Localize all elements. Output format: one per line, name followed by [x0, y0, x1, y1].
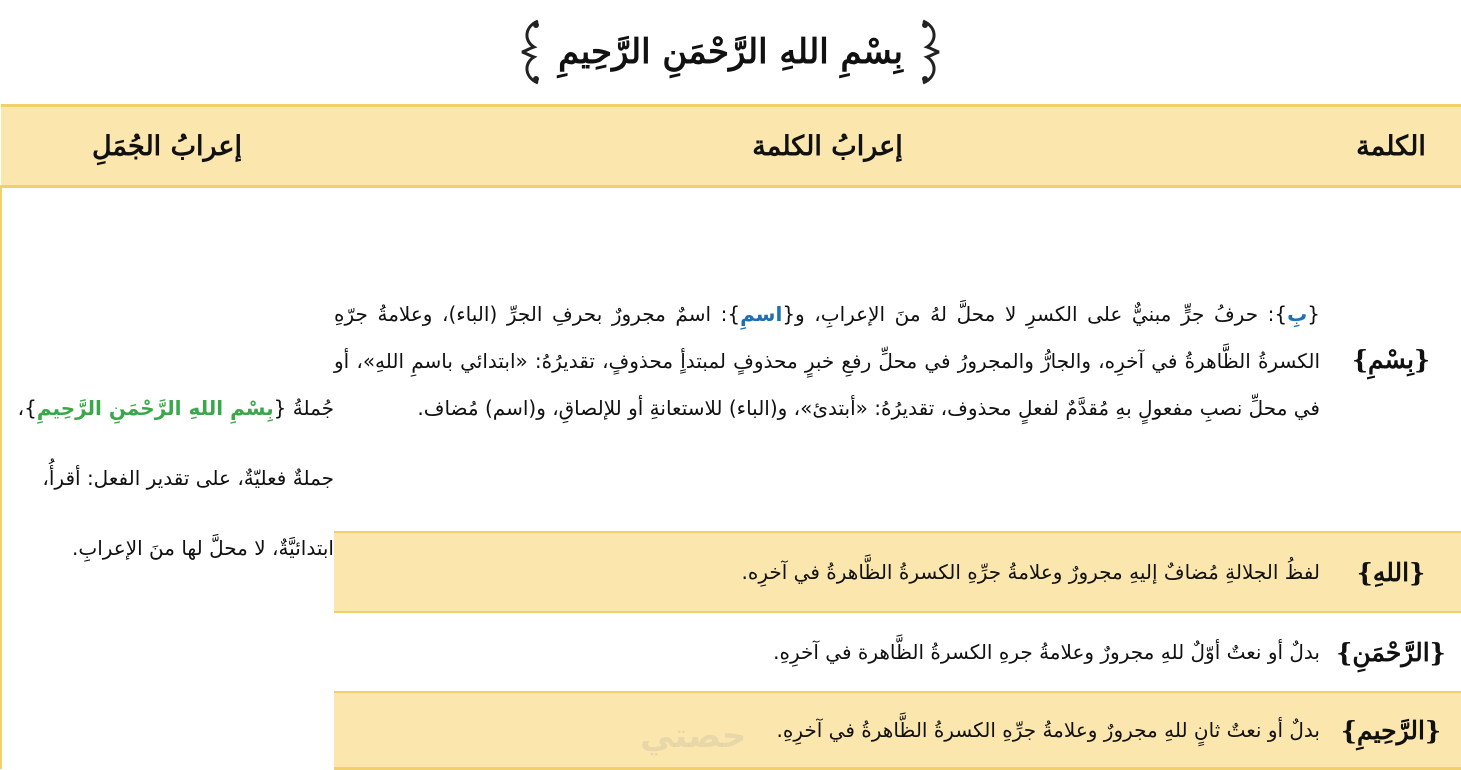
header-irab-word: إعرابُ الكلمة: [334, 106, 1320, 187]
ornamental-bracket-left-icon: [518, 17, 544, 87]
word-cell: {الرَّحِيمِ}: [1320, 692, 1461, 769]
desc-text: {: [1307, 302, 1320, 326]
page-title-bar: [0, 0, 1461, 104]
desc-text: }: حرفُ جرٍّ مبنيٌّ على الكسرِ لا محلَّ لهُ منَ الإعرابِ، و{: [782, 302, 1288, 326]
word-cell: {الرَّحْمَنِ}: [1336, 637, 1446, 667]
jumal-text: }، جملةٌ فعليّةٌ، على تقدير الفعل: أقرأُ، ابتدائيَّةٌ، لا محلَّ لها منَ الإعرابِ.: [17, 396, 334, 561]
desc-cell: لفظُ الجلالةِ مُضافٌ إليهِ مجرورٌ وعلامةُ جرِّهِ الكسرةُ الظَّاهرةُ في آخرِه.: [334, 532, 1320, 612]
ornamental-bracket-right-icon: [917, 17, 943, 87]
desc-cell: بدلٌ أو نعتٌ ثانٍ للهِ مجرورٌ وعلامةُ جرِّهِ الكسرةُ الظَّاهرةُ في آخرِهِ.: [334, 692, 1320, 769]
desc-cell: بدلٌ أو نعتٌ أوّلٌ للهِ مجرورٌ وعلامةُ جرهِ الكسرةُ الظَّاهرة في آخرِهِ.: [773, 639, 1320, 664]
word-cell: {اللهِ}: [1320, 532, 1461, 612]
jumal-text: جُملةُ {: [273, 396, 334, 421]
desc-text: }: اسمٌ مجرورٌ بحرفِ الجرِّ (الباء)، وعلامةُ جرّهِ الكسرةُ الظَّاهرةُ في آخرِه، والجارُّ والمجرورُ في محلِّ رفعِ خبرٍ محذوفٍ لمبتدأٍ محذوفٍ، تقديرُهُ: «ابتدائي باسمِ اللهِ»، أو في محلِّ نصبِ مفعولٍ بهِ مُقدَّمٌ لفعلٍ محذوف، تقديرُهُ: «أبتدئ»، و(الباء) للاستعانةِ أو للإلصاقِ، و(اسم) مُضاف.: [334, 302, 1320, 420]
irab-table: [0, 104, 1461, 770]
header-word: الكلمة: [1320, 106, 1461, 187]
word-cell: {بِسْمِ}: [1351, 345, 1431, 374]
basmala-title: بِسْمِ اللهِ الرَّحْمَنِ الرَّحِيمِ: [558, 32, 903, 72]
table-header-row: [1, 106, 1461, 187]
jumal-cell: [1, 187, 334, 769]
desc-cell: [334, 187, 1320, 533]
header-irab-jumal: إعرابُ الجُمَلِ: [1, 106, 334, 187]
highlight-word-ba: بِ: [1287, 302, 1308, 326]
highlight-word-ism: اسمِ: [740, 302, 783, 326]
highlight-basmala: بِسْمِ اللهِ الرَّحْمَنِ الرَّحِيمِ: [36, 396, 274, 421]
table-row: [1, 187, 1461, 533]
